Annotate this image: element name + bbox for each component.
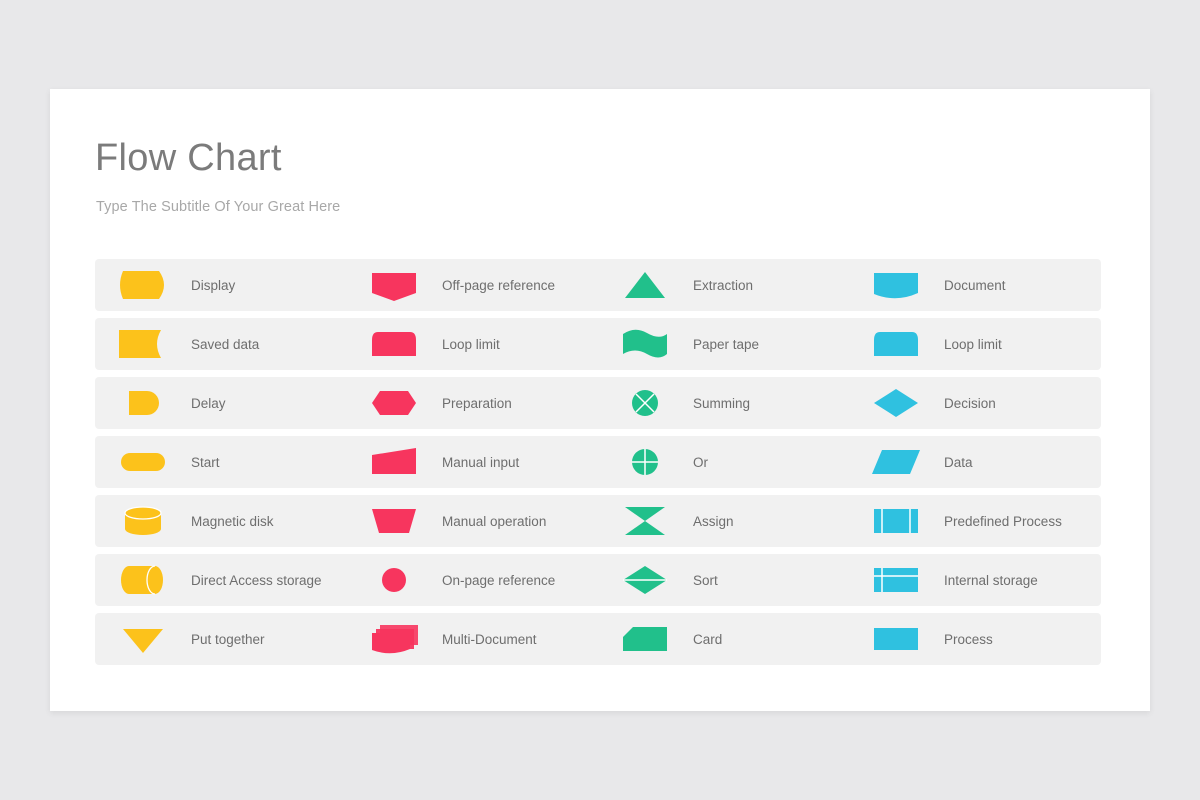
legend-item-label: Or	[693, 454, 708, 470]
legend-grid	[95, 259, 1101, 672]
data-parallelogram-shape	[848, 436, 944, 488]
legend-item-label: Manual operation	[442, 513, 547, 529]
legend-item[interactable]	[597, 377, 848, 429]
legend-item[interactable]	[597, 554, 848, 606]
legend-item[interactable]	[346, 377, 597, 429]
legend-item[interactable]	[346, 318, 597, 370]
legend-row	[95, 259, 1101, 311]
direct-access-storage-shape	[95, 554, 191, 606]
legend-item-label: Display	[191, 277, 236, 293]
legend-item[interactable]	[346, 259, 597, 311]
paper-tape-shape	[597, 318, 693, 370]
legend-item-label: Process	[944, 631, 993, 647]
legend-item[interactable]	[848, 318, 1099, 370]
legend-item-label: Decision	[944, 395, 996, 411]
or-circle-shape	[597, 436, 693, 488]
legend-item-label: Predefined Process	[944, 513, 1062, 529]
legend-item[interactable]	[848, 613, 1099, 665]
legend-item-label: Card	[693, 631, 723, 647]
slide-canvas	[50, 89, 1150, 711]
legend-item[interactable]	[95, 613, 346, 665]
legend-item-label: Paper tape	[693, 336, 760, 352]
card-shape	[597, 613, 693, 665]
legend-row	[95, 436, 1101, 488]
legend-item-label: Document	[944, 277, 1006, 293]
multi-document-shape	[346, 613, 442, 665]
legend-item-label: Summing	[693, 395, 751, 411]
legend-item-label: Saved data	[191, 336, 260, 352]
legend-row	[95, 318, 1101, 370]
manual-operation-shape	[346, 495, 442, 547]
legend-item-label: Data	[944, 454, 973, 470]
legend-item-label: Magnetic disk	[191, 513, 274, 529]
legend-item-label: Start	[191, 454, 220, 470]
display-shape	[95, 259, 191, 311]
put-together-triangle-shape	[95, 613, 191, 665]
legend-item[interactable]	[848, 436, 1099, 488]
legend-row	[95, 613, 1101, 665]
internal-storage-shape	[848, 554, 944, 606]
legend-item[interactable]	[95, 554, 346, 606]
loop-limit-shape	[848, 318, 944, 370]
decision-diamond-shape	[848, 377, 944, 429]
legend-item-label: Direct Access storage	[191, 572, 322, 588]
process-rectangle-shape	[848, 613, 944, 665]
legend-item-label: Multi-Document	[442, 631, 537, 647]
legend-item[interactable]	[95, 377, 346, 429]
legend-item[interactable]	[848, 495, 1099, 547]
legend-item-label: Extraction	[693, 277, 754, 293]
legend-item-label: Assign	[693, 513, 734, 529]
page-title: Flow Chart	[95, 137, 282, 179]
magnetic-disk-cylinder-shape	[95, 495, 191, 547]
legend-item-label: Internal storage	[944, 572, 1038, 588]
off-page-reference-shape	[346, 259, 442, 311]
extraction-triangle-shape	[597, 259, 693, 311]
legend-item[interactable]	[597, 259, 848, 311]
legend-item-label: Manual input	[442, 454, 520, 470]
legend-item[interactable]	[95, 318, 346, 370]
preparation-hexagon-shape	[346, 377, 442, 429]
legend-item-label: Loop limit	[442, 336, 500, 352]
legend-item[interactable]	[597, 495, 848, 547]
legend-item-label: Delay	[191, 395, 226, 411]
legend-item-label: On-page reference	[442, 572, 556, 588]
saved-data-shape	[95, 318, 191, 370]
manual-input-shape	[346, 436, 442, 488]
legend-item[interactable]	[597, 318, 848, 370]
on-page-reference-circle-shape	[346, 554, 442, 606]
summing-junction-circle-shape	[597, 377, 693, 429]
legend-item[interactable]	[848, 259, 1099, 311]
legend-item[interactable]	[597, 613, 848, 665]
legend-item-label: Off-page reference	[442, 277, 556, 293]
legend-item[interactable]	[848, 377, 1099, 429]
document-shape	[848, 259, 944, 311]
legend-item[interactable]	[848, 554, 1099, 606]
legend-row	[95, 377, 1101, 429]
legend-item-label: Put together	[191, 631, 265, 647]
legend-item[interactable]	[346, 613, 597, 665]
predefined-process-shape	[848, 495, 944, 547]
delay-shape	[95, 377, 191, 429]
sort-diamond-shape	[597, 554, 693, 606]
page-subtitle: Type The Subtitle Of Your Great Here	[96, 199, 341, 215]
legend-item[interactable]	[95, 495, 346, 547]
start-rounded-shape	[95, 436, 191, 488]
loop-limit-shape	[346, 318, 442, 370]
legend-item-label: Loop limit	[944, 336, 1002, 352]
legend-item[interactable]	[95, 436, 346, 488]
legend-item-label: Preparation	[442, 395, 512, 411]
legend-row	[95, 495, 1101, 547]
assign-bowtie-shape	[597, 495, 693, 547]
legend-item[interactable]	[95, 259, 346, 311]
legend-item[interactable]	[346, 436, 597, 488]
legend-row	[95, 554, 1101, 606]
legend-item-label: Sort	[693, 572, 718, 588]
legend-item[interactable]	[597, 436, 848, 488]
legend-item[interactable]	[346, 495, 597, 547]
legend-item[interactable]	[346, 554, 597, 606]
